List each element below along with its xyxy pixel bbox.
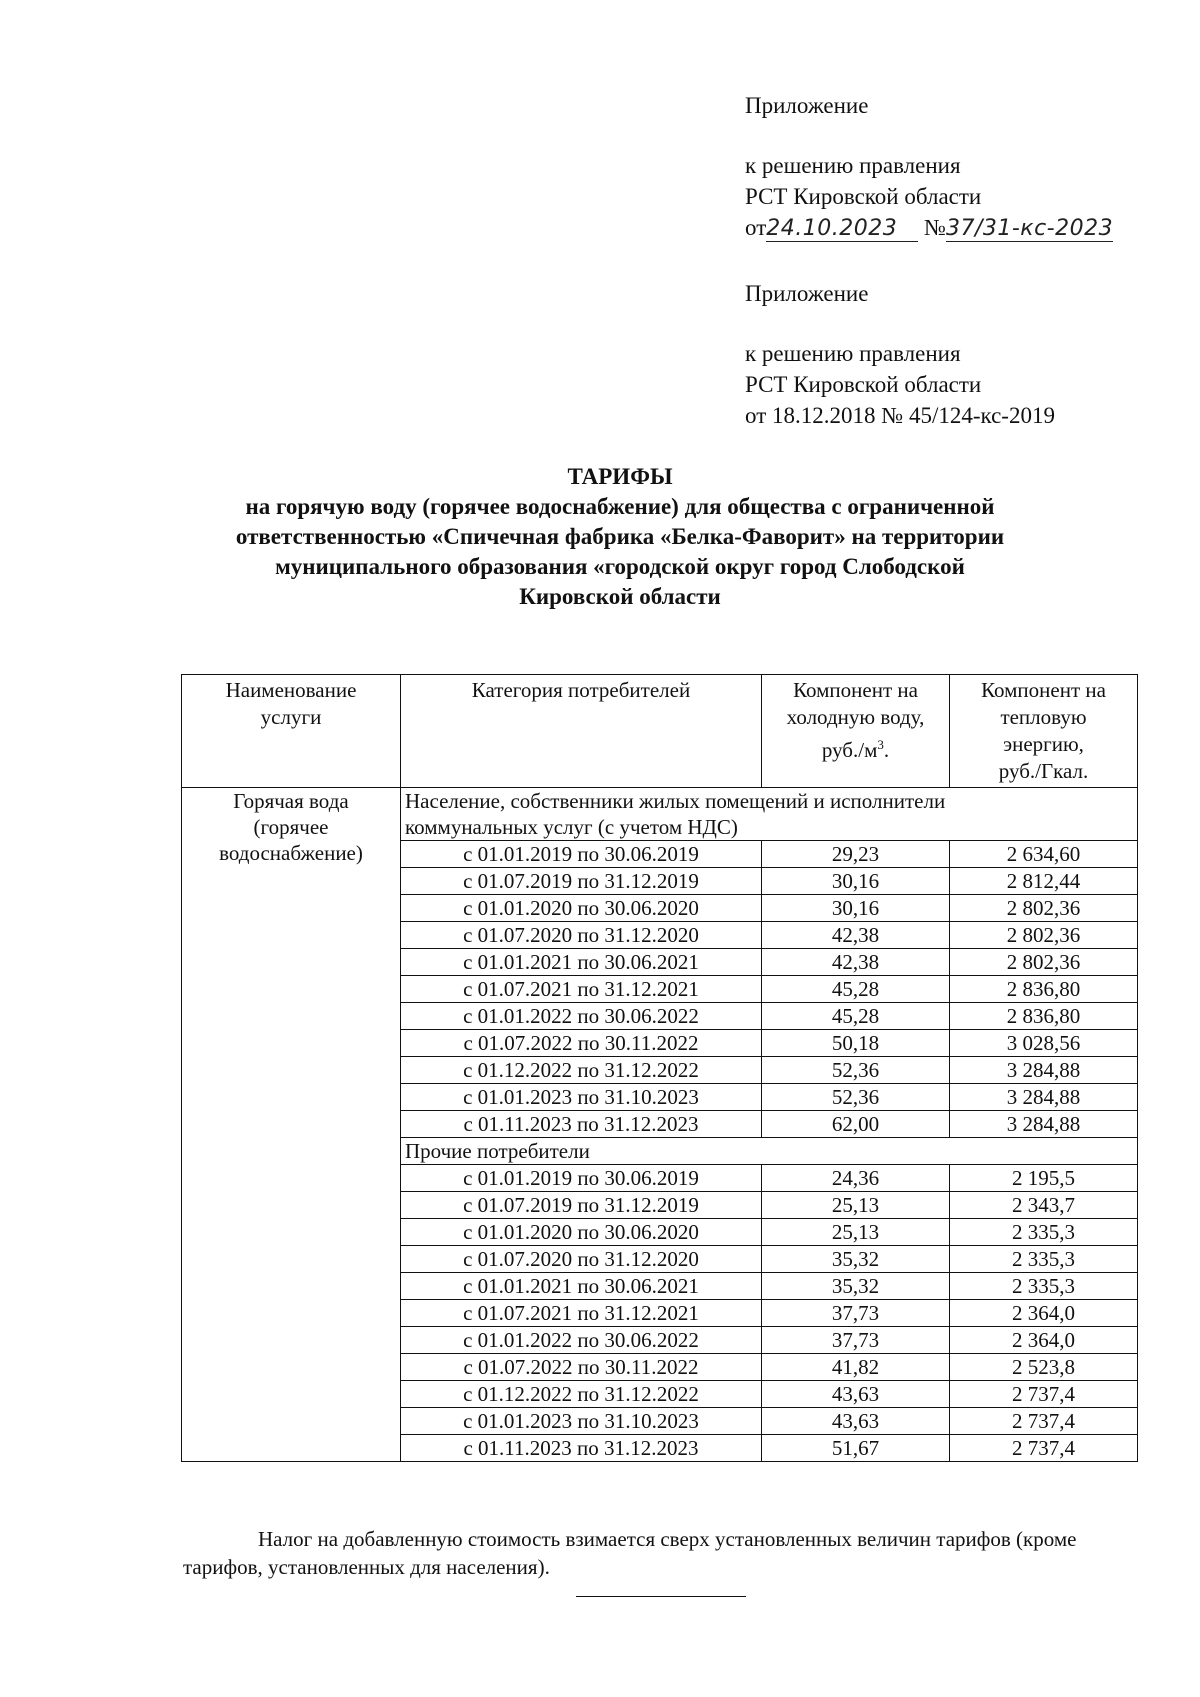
period-cell: с 01.07.2020 по 31.12.2020 — [401, 1246, 762, 1273]
period-cell: с 01.07.2022 по 30.11.2022 — [401, 1354, 762, 1381]
heat-cell: 2 195,5 — [950, 1165, 1138, 1192]
heat-cell: 2 737,4 — [950, 1435, 1138, 1462]
period-cell: с 01.01.2023 по 31.10.2023 — [401, 1408, 762, 1435]
cold-water-cell: 25,13 — [762, 1219, 950, 1246]
period-cell: с 01.07.2019 по 31.12.2019 — [401, 1192, 762, 1219]
cold-water-cell: 35,32 — [762, 1273, 950, 1300]
period-cell: с 01.01.2021 по 30.06.2021 — [401, 949, 762, 976]
period-cell: с 01.11.2023 по 31.12.2023 — [401, 1435, 762, 1462]
ot-label: от — [745, 215, 767, 240]
appendix-line: к решению правления — [745, 341, 961, 366]
heat-cell: 2 802,36 — [950, 895, 1138, 922]
appendix-block-original — [745, 278, 1055, 431]
title-main: ТАРИФЫ — [567, 464, 673, 489]
category-cell: Население, собственники жилых помещений и исполнители коммунальных услуг (с учетом НДС) — [401, 788, 1138, 841]
cold-water-cell: 42,38 — [762, 922, 950, 949]
appendix-line: к решению правления — [745, 153, 961, 178]
heat-cell: 2 836,80 — [950, 976, 1138, 1003]
title-line: на горячую воду (горячее водоснабжение) для общества с ограниченной — [245, 494, 995, 519]
period-cell: с 01.11.2023 по 31.12.2023 — [401, 1111, 762, 1138]
heat-cell: 2 836,80 — [950, 1003, 1138, 1030]
vat-note: Налог на добавленную стоимость взимается сверх установленных величин тарифов (кроме тарифов, установленных для населения). — [183, 1527, 1077, 1579]
cold-water-cell: 41,82 — [762, 1354, 950, 1381]
header-category: Категория потребителей — [401, 675, 762, 788]
heat-cell: 2 802,36 — [950, 949, 1138, 976]
cold-water-cell: 35,32 — [762, 1246, 950, 1273]
period-cell: с 01.01.2020 по 30.06.2020 — [401, 1219, 762, 1246]
cold-water-cell: 50,18 — [762, 1030, 950, 1057]
period-cell: с 01.01.2022 по 30.06.2022 — [401, 1327, 762, 1354]
period-cell: с 01.01.2022 по 30.06.2022 — [401, 1003, 762, 1030]
heat-cell: 2 335,3 — [950, 1219, 1138, 1246]
appendix-block-current — [745, 90, 1113, 243]
appendix-date-line — [745, 212, 1113, 243]
period-cell: с 01.07.2021 по 31.12.2021 — [401, 1300, 762, 1327]
heat-cell: 3 028,56 — [950, 1030, 1138, 1057]
period-cell: с 01.01.2019 по 30.06.2019 — [401, 1165, 762, 1192]
heat-cell: 2 737,4 — [950, 1408, 1138, 1435]
appendix-line: РСТ Кировской области — [745, 372, 982, 397]
header-cold-water: Компонент на холодную воду, $руб./м^3$. — [762, 675, 950, 788]
cold-water-cell: 37,73 — [762, 1327, 950, 1354]
category-cell: Прочие потребители — [401, 1138, 1138, 1165]
handwritten-number: 37/31-кс-2023 — [945, 216, 1114, 241]
cold-water-cell: 45,28 — [762, 976, 950, 1003]
header-heat: Компонент на тепловую энергию, руб./Гкал. — [950, 675, 1138, 788]
cold-water-cell: 42,38 — [762, 949, 950, 976]
period-cell: с 01.07.2020 по 31.12.2020 — [401, 922, 762, 949]
cold-water-cell: 43,63 — [762, 1408, 950, 1435]
heat-cell: 2 364,0 — [950, 1300, 1138, 1327]
heat-cell: 2 737,4 — [950, 1381, 1138, 1408]
cold-water-cell: 37,73 — [762, 1300, 950, 1327]
heat-cell: 2 335,3 — [950, 1246, 1138, 1273]
period-cell: с 01.12.2022 по 31.12.2022 — [401, 1057, 762, 1084]
cold-water-cell: 25,13 — [762, 1192, 950, 1219]
title-line: Кировской области — [519, 584, 721, 609]
title-line: ответственностью «Спичечная фабрика «Белка-Фаворит» на территории — [235, 524, 1005, 549]
heat-cell: 2 812,44 — [950, 868, 1138, 895]
header-service: Наименование услуги — [182, 675, 401, 788]
appendix-heading: Приложение — [745, 93, 869, 118]
cold-water-cell: 24,36 — [762, 1165, 950, 1192]
service-name-cell: Горячая вода (горячее водоснабжение) — [182, 788, 401, 1462]
period-cell: с 01.12.2022 по 31.12.2022 — [401, 1381, 762, 1408]
handwritten-date: 24.10.2023 — [766, 217, 918, 242]
heat-cell: 2 343,7 — [950, 1192, 1138, 1219]
period-cell: с 01.07.2022 по 30.11.2022 — [401, 1030, 762, 1057]
title-line: муниципального образования «городской округ город Слободской — [275, 554, 965, 579]
cold-water-cell: 52,36 — [762, 1084, 950, 1111]
category-row — [182, 788, 1138, 841]
cold-water-cell: 30,16 — [762, 868, 950, 895]
end-divider — [576, 1596, 746, 1597]
period-cell: с 01.07.2021 по 31.12.2021 — [401, 976, 762, 1003]
appendix-line: от 18.12.2018 № 45/124-кс-2019 — [745, 403, 1055, 428]
cold-water-cell: 29,23 — [762, 841, 950, 868]
appendix-line: РСТ Кировской области — [745, 184, 982, 209]
period-cell: с 01.01.2019 по 30.06.2019 — [401, 841, 762, 868]
number-label: № — [924, 215, 946, 240]
period-cell: с 01.01.2023 по 31.10.2023 — [401, 1084, 762, 1111]
cold-water-cell: 62,00 — [762, 1111, 950, 1138]
cold-water-cell: 51,67 — [762, 1435, 950, 1462]
tariff-table — [181, 674, 1138, 1462]
cold-water-cell: 43,63 — [762, 1381, 950, 1408]
appendix-heading: Приложение — [745, 281, 869, 306]
period-cell: с 01.01.2021 по 30.06.2021 — [401, 1273, 762, 1300]
cold-water-cell: 45,28 — [762, 1003, 950, 1030]
heat-cell: 2 364,0 — [950, 1327, 1138, 1354]
table-header-row — [182, 675, 1138, 788]
document-title — [160, 462, 1080, 612]
heat-cell: 3 284,88 — [950, 1084, 1138, 1111]
heat-cell: 2 634,60 — [950, 841, 1138, 868]
cold-water-cell: 52,36 — [762, 1057, 950, 1084]
heat-cell: 2 523,8 — [950, 1354, 1138, 1381]
cold-water-cell: 30,16 — [762, 895, 950, 922]
period-cell: с 01.01.2020 по 30.06.2020 — [401, 895, 762, 922]
period-cell: с 01.07.2019 по 31.12.2019 — [401, 868, 762, 895]
heat-cell: 2 802,36 — [950, 922, 1138, 949]
heat-cell: 2 335,3 — [950, 1273, 1138, 1300]
heat-cell: 3 284,88 — [950, 1057, 1138, 1084]
heat-cell: 3 284,88 — [950, 1111, 1138, 1138]
